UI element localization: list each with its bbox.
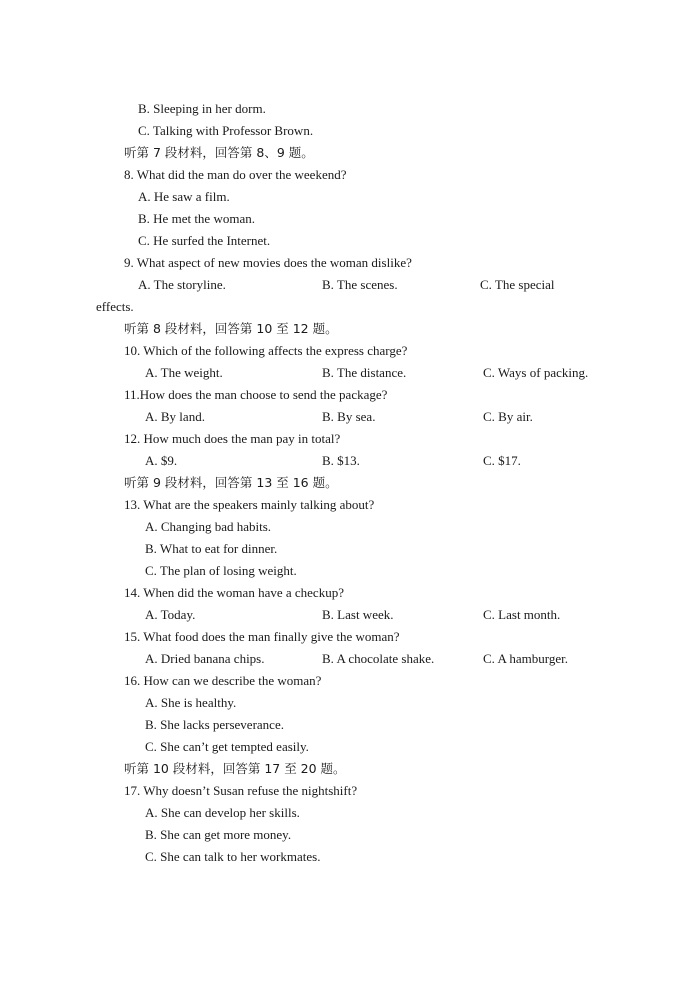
option-10b: B. The distance.: [322, 365, 407, 380]
option-6c: C. Talking with Professor Brown.: [138, 123, 314, 138]
option-11b: B. By sea.: [322, 409, 376, 424]
section-heading-8: 听第 8 段材料，回答第 10 至 12 题。: [124, 321, 338, 336]
option-12a: A. $9.: [145, 453, 178, 468]
section-heading-7: 听第 7 段材料，回答第 8、9 题。: [124, 145, 314, 160]
option-9b: B. The scenes.: [322, 277, 398, 292]
question-9: 9. What aspect of new movies does the woman dislike?: [124, 255, 412, 270]
section-heading-10: 听第 10 段材料，回答第 17 至 20 题。: [124, 761, 346, 776]
option-8a: A. He saw a film.: [138, 189, 230, 204]
option-12b: B. $13.: [322, 453, 360, 468]
option-16a: A. She is healthy.: [145, 695, 237, 710]
option-12c: C. $17.: [483, 453, 521, 468]
question-10: 10. Which of the following affects the express charge?: [124, 343, 408, 358]
question-8: 8. What did the man do over the weekend?: [124, 167, 347, 182]
option-17a: A. She can develop her skills.: [145, 805, 300, 820]
option-17c: C. She can talk to her workmates.: [145, 849, 321, 864]
option-10c: C. Ways of packing.: [483, 365, 589, 380]
option-14c: C. Last month.: [483, 607, 561, 622]
option-6b: B. Sleeping in her dorm.: [138, 101, 266, 116]
option-8c: C. He surfed the Internet.: [138, 233, 271, 248]
option-9a: A. The storyline.: [138, 277, 226, 292]
option-10a: A. The weight.: [145, 365, 223, 380]
question-12: 12. How much does the man pay in total?: [124, 431, 341, 446]
option-15a: A. Dried banana chips.: [145, 651, 265, 666]
option-13c: C. The plan of losing weight.: [145, 563, 297, 578]
option-11c: C. By air.: [483, 409, 533, 424]
section-heading-9: 听第 9 段材料，回答第 13 至 16 题。: [124, 475, 338, 490]
option-13a: A. Changing bad habits.: [145, 519, 272, 534]
option-9c-continued: effects.: [96, 299, 134, 314]
question-16: 16. How can we describe the woman?: [124, 673, 322, 688]
option-13b: B. What to eat for dinner.: [145, 541, 278, 556]
option-15b: B. A chocolate shake.: [322, 651, 435, 666]
option-11a: A. By land.: [145, 409, 205, 424]
question-11: 11.How does the man choose to send the package?: [124, 387, 388, 402]
option-14a: A. Today.: [145, 607, 196, 622]
option-17b: B. She can get more money.: [145, 827, 292, 842]
question-17: 17. Why doesn’t Susan refuse the nightshift?: [124, 783, 358, 798]
option-9c: C. The special: [480, 277, 555, 292]
question-13: 13. What are the speakers mainly talking about?: [124, 497, 375, 512]
option-16b: B. She lacks perseverance.: [145, 717, 284, 732]
question-14: 14. When did the woman have a checkup?: [124, 585, 344, 600]
option-14b: B. Last week.: [322, 607, 394, 622]
option-16c: C. She can’t get tempted easily.: [145, 739, 309, 754]
question-15: 15. What food does the man finally give the woman?: [124, 629, 400, 644]
option-8b: B. He met the woman.: [138, 211, 255, 226]
option-15c: C. A hamburger.: [483, 651, 568, 666]
